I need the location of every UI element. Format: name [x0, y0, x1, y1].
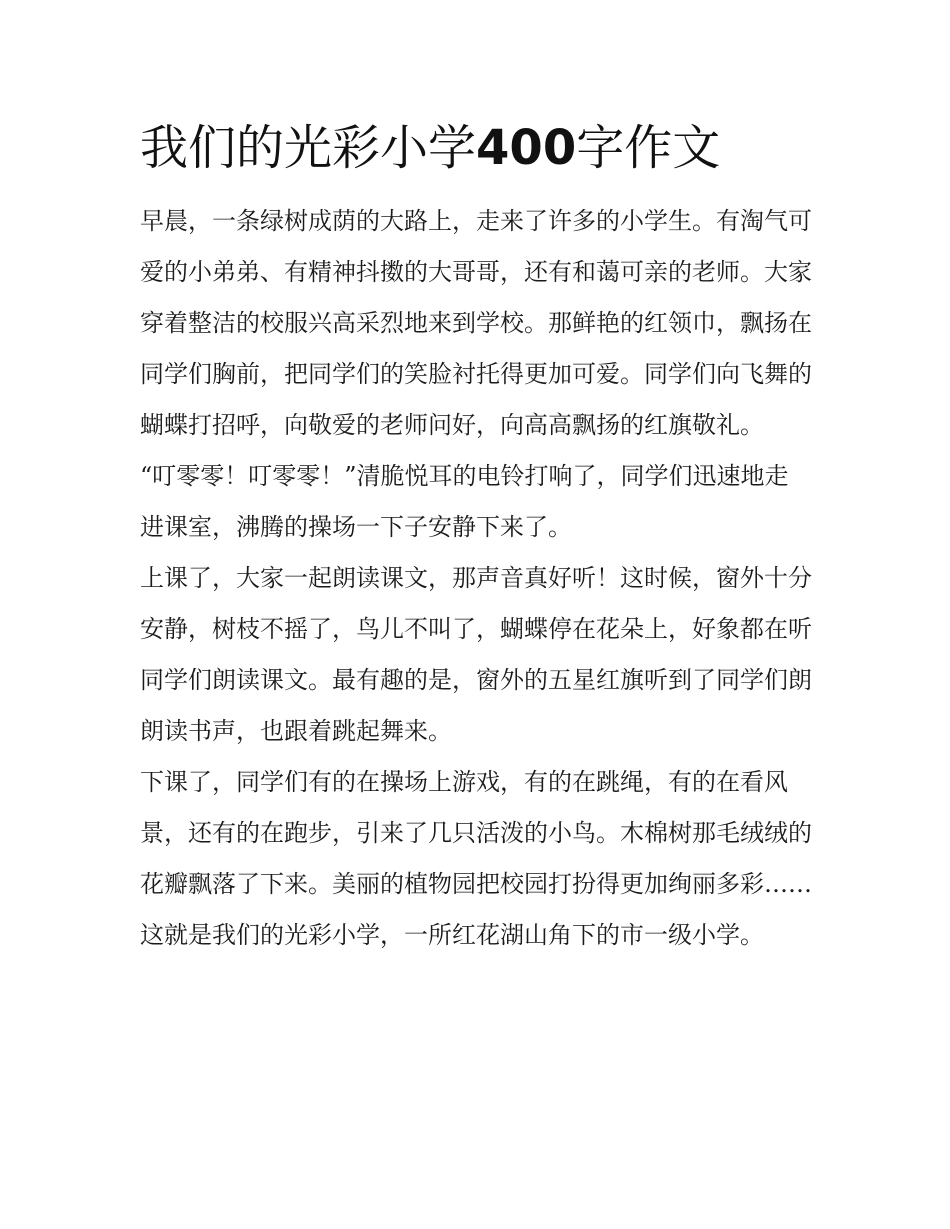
page-title	[140, 118, 840, 178]
paragraph-5: 这就是我们的光彩小学，一所红花湖山角下的市一级小学。	[140, 921, 764, 949]
essay-body	[140, 196, 812, 961]
paragraph-4: 下课了，同学们有的在操场上游戏，有的在跳绳，有的在看风景，还有的在跑步，引来了几只活泼的小鸟。木棉树那毛绒绒的花瓣飘落了下来。美丽的植物园把校园打扮得更加绚丽多彩……	[140, 768, 812, 898]
paragraph-1: 早晨，一条绿树成荫的大路上，走来了许多的小学生。有淘气可爱的小弟弟、有精神抖擞的大哥哥，还有和蔼可亲的老师。大家穿着整洁的校服兴高采烈地来到学校。那鲜艳的红领巾，飘扬在同学们胸前，把同学们的笑脸衬托得更加可爱。同学们向飞舞的蝴蝶打招呼，向敬爱的老师问好，向高高飘扬的红旗敬礼。	[140, 207, 812, 439]
paragraph-3: 上课了，大家一起朗读课文，那声音真好听！这时候，窗外十分安静，树枝不摇了，鸟儿不叫了，蝴蝶停在花朵上，好象都在听同学们朗读课文。最有趣的是，窗外的五星红旗听到了同学们朗朗读书声，也跟着跳起舞来。	[140, 564, 812, 745]
paragraph-2: “叮零零！叮零零！”清脆悦耳的电铃打响了，同学们迅速地走进课室，沸腾的操场一下子安静下来了。	[140, 462, 789, 541]
title-suffix: 字作文	[576, 120, 721, 176]
title-number: 400	[476, 120, 577, 176]
title-prefix: 我们的光彩小学	[140, 120, 477, 176]
